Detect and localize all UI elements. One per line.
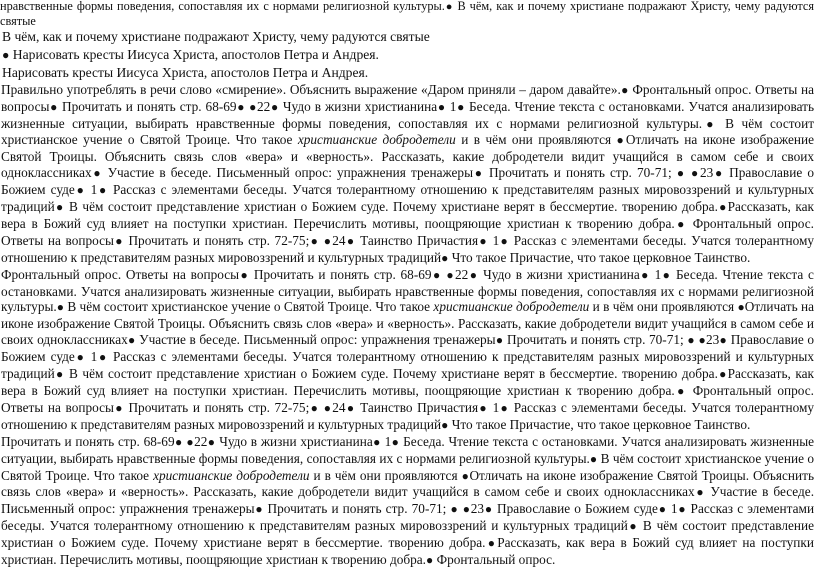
text-fragment: 23 <box>699 165 714 181</box>
bullet-icon: ● <box>345 400 356 415</box>
text-fragment: Чудо в жизни христианина <box>282 98 438 114</box>
bullet-icon: ● <box>661 267 672 282</box>
text-fragment: Таинство Причастия <box>360 399 479 415</box>
text-fragment: Прочитать и понять стр. 70-71; <box>488 165 672 181</box>
text-line: Нарисовать кресты Иисуса Христа, апостолов Петра и Андрея. <box>12 46 379 62</box>
text-block-2 <box>2 46 814 65</box>
bullet-icon: ● <box>698 333 706 348</box>
text-fragment: В чём состоит христианское учение о Святой Троице. Что такое <box>1 450 814 483</box>
bullet-icon: ● <box>323 400 333 415</box>
text-fragment: Отличать на иконе изображение Святой Троицы. Объяснить связь слов «вера» и «верность». Рассказать, какие добродетели видит учащийся в самом себе и своих одноклассниках <box>1 299 815 348</box>
bullet-icon: ● <box>468 267 479 282</box>
bullet-icon: ● <box>54 200 65 215</box>
bullet-icon: ● <box>674 384 687 398</box>
bullet-icon: ● <box>616 133 626 148</box>
text-fragment: и в чём они проявляются <box>592 299 735 315</box>
text-fragment: 24 <box>332 232 346 248</box>
text-fragment: 22 <box>257 98 271 114</box>
bullet-icon: ● <box>74 183 86 198</box>
bullet-icon: ● <box>437 99 446 114</box>
text-fragment: В чём состоит христианское учение о Святой Троице. Что такое <box>67 299 431 315</box>
bullet-icon: ● <box>236 99 246 114</box>
bullet-icon: ● <box>676 166 686 181</box>
bullet-icon: ● <box>444 1 454 13</box>
text-fragment: Православие о Божием суде <box>1 332 814 365</box>
bullet-icon: ● <box>687 333 695 348</box>
bullet-icon: ● <box>54 367 65 382</box>
text-fragment: Правильно употреблять в речи слово «смирение». Объяснить выражение «Даром приняли – даром давайте». <box>1 81 621 97</box>
text-fragment: 1 <box>654 266 662 282</box>
bullet-icon: ● <box>462 502 471 517</box>
bullet-icon: ● <box>694 485 706 500</box>
text-fragment: Чудо в жизни христианина <box>219 433 373 449</box>
bullet-icon: ● <box>113 233 124 248</box>
bullet-icon: ● <box>461 468 470 483</box>
text-fragment: Что такое Причастие, что такое церковное Таинство. <box>451 249 751 265</box>
bullet-icon: ● <box>426 553 434 568</box>
text-fragment: Прочитать и понять стр. 68-69 <box>253 266 432 282</box>
text-block-5 <box>1 267 814 434</box>
bullet-icon: ● <box>431 267 442 282</box>
text-block-3 <box>2 64 814 82</box>
text-fragment: и в чём они проявляются <box>313 467 458 483</box>
bullet-icon: ● <box>97 350 108 365</box>
bullet-icon: ● <box>485 536 498 551</box>
bullet-icon: ● <box>391 434 400 449</box>
text-fragment: Фронтальный опрос. Ответы на вопросы <box>1 215 814 248</box>
bullet-icon: ● <box>473 166 484 181</box>
text-fragment: Православие о Божием суде <box>497 501 658 517</box>
italic-term: христианские добродетели <box>433 299 590 315</box>
text-fragment: Отличать на иконе изображение Святой Троицы. Объяснить связь слов «вера» и «верность». Рассказать, какие добродетели видит учащийся в самом себе и своих одноклассниках <box>1 132 815 181</box>
text-fragment: 22 <box>194 433 208 449</box>
text-fragment: 1 <box>90 182 98 198</box>
bullet-icon: ● <box>345 233 356 248</box>
text-fragment: Прочитать и понять стр. 68-69 <box>1 433 175 449</box>
text-fragment: В чём состоит представление христиан о Божием суде. Почему христиане верят в бессмертие. творению добра. <box>68 199 718 215</box>
text-fragment: Фронтальный опрос. <box>436 552 556 568</box>
bullet-icon: ● <box>478 400 488 415</box>
text-fragment: В чём состоит христианское учение о Святой Троице. Что такое <box>1 115 815 148</box>
text-fragment: Рассказать, как вера в Божий суд влияет на поступки христиан. Перечислить мотивы, поощряющие христиан к творению добра. <box>1 366 815 398</box>
text-fragment: Рассказать, как вера в Божий суд влияет на поступки христиан. Перечислить мотивы, поощряющие христиан к творению добра. <box>1 535 814 568</box>
text-fragment: Православие о Божием суде <box>1 165 814 198</box>
bullet-icon: ● <box>677 502 687 517</box>
text-fragment: 1 <box>449 98 457 114</box>
text-fragment: Фронтальный опрос. Ответы на вопросы <box>1 266 240 282</box>
text-fragment: 1 <box>492 399 500 415</box>
text-fragment: В чём состоит представление христиан о Божием суде. Почему христиане верят в бессмертие. творению добра. <box>1 518 815 551</box>
text-fragment: В чём состоит представление христиан о Божием суде. Почему христиане верят в бессмертие. творению добра. <box>68 366 718 382</box>
text-fragment: Участие в беседе. Письменный опрос: упражнения тренажеры <box>139 332 496 348</box>
bullet-icon: ● <box>639 267 650 282</box>
bullet-icon: ● <box>309 233 320 248</box>
bullet-icon: ● <box>456 99 465 114</box>
text-fragment: 23 <box>470 501 485 517</box>
text-block-1 <box>2 28 814 46</box>
bullet-icon: ● <box>674 216 687 231</box>
bullet-icon: ● <box>91 166 103 181</box>
bullet-icon: ● <box>717 367 728 382</box>
text-fragment: Отличать на иконе изображение Святой Троицы. Объяснить связь слов «вера» и «верность». Рассказать, какие добродетели видит учащийся в самом себе и своих одноклассниках <box>1 467 815 500</box>
bullet-icon: ● <box>719 333 728 348</box>
text-line: В чём, как и почему христиане подражают Христу, чему радуются святые <box>2 29 430 45</box>
bullet-icon: ● <box>495 333 504 348</box>
bullet-icon: ● <box>499 233 510 248</box>
bullet-icon: ● <box>446 267 456 282</box>
bullet-icon: ● <box>372 434 381 449</box>
bullet-icon: ● <box>717 200 728 215</box>
text-fragment: Рассказ с элементами беседы. Учатся толерантному отношению к представителям разных мировоззрений и культурных традиций <box>1 232 815 265</box>
text-fragment: Рассказ с элементами беседы. Учатся толерантному отношению к представителям разных мировоззрений и культурных традиций <box>1 399 815 432</box>
bullet-icon: ● <box>97 183 108 198</box>
text-fragment: Беседа. Чтение текста с остановками. Учатся анализировать жизненные ситуации, выбирать нравственные формы поведения, сопоставляя их с нормами религиозной культуры. <box>1 266 814 315</box>
text-fragment: Прочитать и понять стр. 72-75; <box>128 232 310 248</box>
bullet-icon: ● <box>323 233 333 248</box>
bullet-icon: ● <box>270 99 279 114</box>
text-line: Нарисовать кресты Иисуса Христа, апостолов Петра и Андрея. <box>2 65 369 81</box>
text-fragment: 1 <box>90 349 98 365</box>
bullet-icon: ● <box>254 502 264 517</box>
text-fragment: Фронтальный опрос. Ответы на вопросы <box>1 383 814 415</box>
bullet-icon: ● <box>441 417 449 432</box>
text-fragment: Что такое Причастие, что такое церковное Таинство. <box>451 416 751 432</box>
text-block-6 <box>1 434 814 569</box>
text-block-4 <box>1 82 814 267</box>
bullet-icon: ● <box>2 47 10 62</box>
text-fragment: Прочитать и понять стр. 70-71; <box>506 332 684 348</box>
bullet-icon: ● <box>239 267 250 282</box>
bullet-icon: ● <box>657 502 667 517</box>
text-fragment: 1 <box>384 433 392 449</box>
text-fragment: Беседа. Чтение текста с остановками. Учатся анализировать жизненные ситуации, выбирать нравственные формы поведения, сопоставляя их с нормами религиозной культуры. <box>1 98 815 131</box>
text-fragment: Участие в беседе. Письменный опрос: упражнения тренажеры <box>107 165 474 181</box>
text-fragment: Беседа. Чтение текста с остановками. Учатся анализировать жизненные ситуации, выбирать нравственные формы поведения, сопоставляя их с нормами религиозной культуры. <box>1 433 815 466</box>
text-fragment: Рассказать, как вера в Божий суд влияет на поступки христиан. Перечислить мотивы, поощряющие христиан к творению добра. <box>1 199 815 231</box>
italic-term: христианские добродетели <box>153 467 310 483</box>
bullet-icon: ● <box>484 502 493 517</box>
text-fragment: Рассказ с элементами беседы. Учатся толерантному отношению к представителям разных мировоззрений и культурных традиций <box>1 501 815 534</box>
bullet-icon: ● <box>450 502 459 517</box>
bullet-icon: ● <box>249 99 258 114</box>
bullet-icon: ● <box>174 434 183 449</box>
bullet-icon: ● <box>620 82 629 97</box>
bullet-icon: ● <box>309 400 320 415</box>
text-fragment: 23 <box>705 332 720 348</box>
bullet-icon: ● <box>441 250 449 265</box>
bullet-icon: ● <box>713 166 725 181</box>
bullet-icon: ● <box>589 451 598 466</box>
text-fragment: 1 <box>670 501 678 517</box>
bullet-icon: ● <box>702 116 718 131</box>
bullet-icon: ● <box>207 434 216 449</box>
text-fragment: Фронтальный опрос. Ответы на вопросы <box>1 81 814 114</box>
bullet-icon: ● <box>49 99 58 114</box>
bullet-icon: ● <box>737 300 745 315</box>
bullet-icon: ● <box>627 519 639 534</box>
text-fragment: и в чём они проявляются <box>461 132 612 148</box>
text-fragment: Рассказ с элементами беседы. Учатся толерантному отношению к представителям разных мировоззрений и культурных традиций <box>1 349 815 382</box>
text-block-0 <box>0 0 814 28</box>
text-fragment: Прочитать и понять стр. 72-75; <box>128 399 310 415</box>
text-fragment: Рассказ с элементами беседы. Учатся толерантному отношению к представителям разных мировоззрений и культурных традиций <box>1 182 815 215</box>
text-fragment: нравственные формы поведения, сопоставляя их с нормами религиозной культуры. <box>0 0 445 13</box>
text-fragment: Чудо в жизни христианина <box>483 266 640 282</box>
bullet-icon: ● <box>127 333 136 348</box>
text-fragment: 22 <box>455 266 469 282</box>
bullet-icon: ● <box>74 350 86 365</box>
italic-term: христианские добродетели <box>297 132 456 148</box>
bullet-icon: ● <box>478 233 488 248</box>
text-fragment: Таинство Причастия <box>360 232 479 248</box>
bullet-icon: ● <box>690 166 700 181</box>
bullet-icon: ● <box>113 400 124 415</box>
text-fragment: 24 <box>332 399 346 415</box>
bullet-icon: ● <box>56 300 64 315</box>
text-fragment: Прочитать и понять стр. 68-69 <box>61 98 237 114</box>
text-fragment: В чём, как и почему христиане подражают Христу, чему радуются святые <box>0 0 815 28</box>
text-fragment: 1 <box>492 232 500 248</box>
bullet-icon: ● <box>186 434 195 449</box>
text-fragment: Прочитать и понять стр. 70-71; <box>267 501 447 517</box>
text-fragment: Участие в беседе. Письменный опрос: упражнения тренажеры <box>1 484 815 517</box>
bullet-icon: ● <box>499 400 510 415</box>
